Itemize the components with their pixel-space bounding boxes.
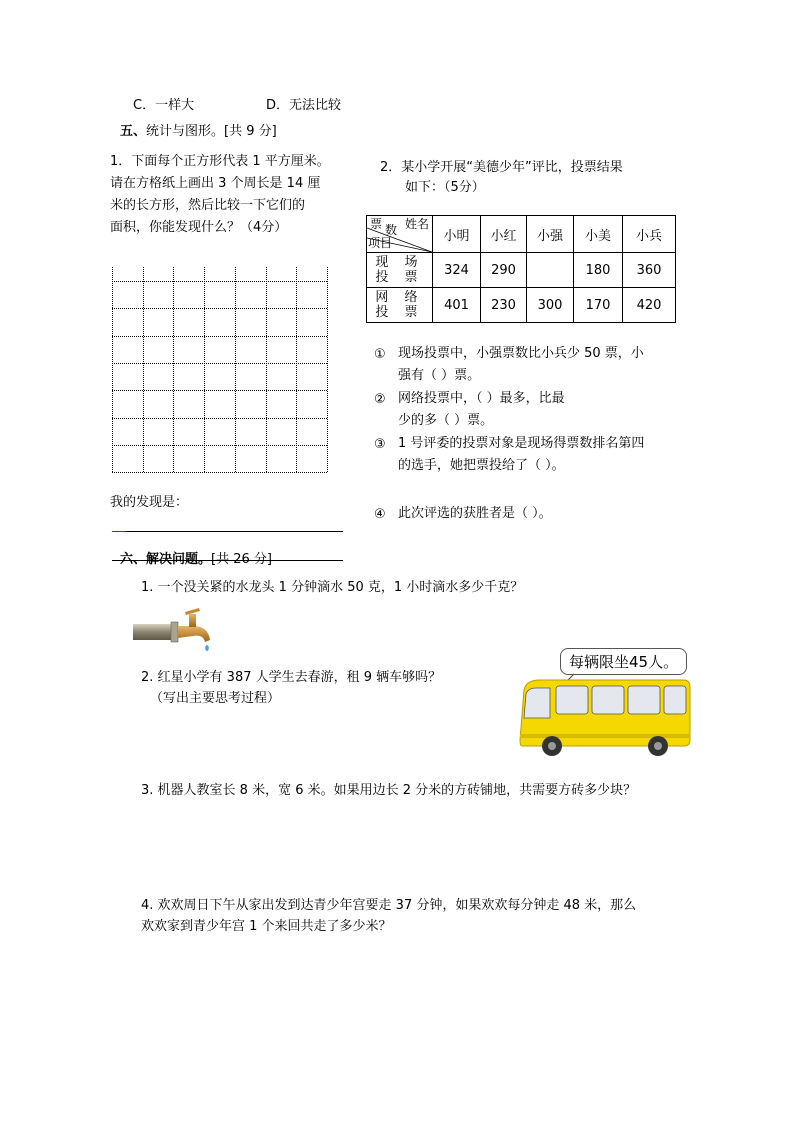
subq-marker: ③ — [374, 437, 386, 452]
section5-prefix: 五、 — [120, 124, 147, 139]
grid-vertical-line — [296, 267, 297, 472]
subq-line: 网络投票中，（ ）最多，比最 — [398, 391, 565, 406]
table-cell: 324 — [433, 253, 481, 288]
bus-window — [592, 686, 624, 714]
bus-windshield — [524, 688, 550, 718]
problem-4-line2: 欢欢家到青少年宫 1 个来回共走了多少米？ — [141, 919, 392, 934]
faucet-stem — [189, 614, 196, 627]
corner-label: 票 — [370, 217, 383, 231]
table-corner-cell — [367, 216, 433, 253]
table-cell: 290 — [481, 253, 527, 288]
grid-paper[interactable] — [112, 267, 327, 472]
subq-marker: ④ — [374, 507, 386, 522]
grid-horizontal-line — [112, 472, 327, 473]
subq-line: 的选手，她把票投给了（ ）。 — [398, 458, 565, 473]
table-row — [367, 288, 676, 323]
grid-horizontal-line — [112, 281, 327, 282]
column-header: 小兵 — [623, 216, 676, 253]
option-d: D．无法比较 — [266, 98, 342, 113]
subq-line: 现场投票中，小强票数比小兵少 50 票，小 — [398, 346, 644, 361]
q2-line: 如下：（5分） — [405, 180, 485, 195]
water-drop — [205, 645, 209, 651]
table-cell: 360 — [623, 253, 676, 288]
problem-4: 4. 欢欢周日下午从家出发到达青少年宫要走 37 分钟，如果欢欢每分钟走 48 米，那么 — [141, 898, 637, 913]
grid-vertical-line — [266, 267, 267, 472]
grid-horizontal-line — [112, 445, 327, 446]
faucet-handle — [185, 608, 200, 615]
q1-line: 面积，你能发现什么？（4分） — [110, 220, 288, 235]
bus-window — [628, 686, 660, 714]
finding-accent-mark — [112, 531, 126, 532]
pipe — [133, 624, 173, 640]
grid-horizontal-line — [112, 390, 327, 391]
section6-title-bold: 解决问题。 — [146, 552, 212, 567]
table-cell-blank[interactable] — [527, 253, 574, 288]
grid-horizontal-line — [112, 418, 327, 419]
grid-vertical-line — [327, 267, 328, 472]
column-header: 小强 — [527, 216, 574, 253]
bus-hub — [654, 742, 662, 750]
subq-line: 少的多（ ）票。 — [398, 413, 494, 428]
grid-vertical-line — [112, 267, 113, 472]
section6-title-rest: [共 26 分] — [211, 552, 272, 567]
table-cell: 180 — [574, 253, 623, 288]
problem-2-note: （写出主要思考过程） — [150, 691, 281, 706]
bus-trim — [520, 734, 690, 738]
subq-marker: ② — [374, 392, 386, 407]
grid-horizontal-line — [112, 308, 327, 309]
grid-vertical-line — [173, 267, 174, 472]
row-label-line: 网 络 — [375, 290, 424, 305]
section6-rule — [112, 560, 343, 561]
finding-label: 我的发现是： — [110, 495, 189, 510]
problem-2: 2. 红星小学有 387 人学生去春游，租 9 辆车够吗？ — [141, 670, 442, 685]
row-label — [367, 288, 433, 323]
bus-speech-bubble: 每辆限坐45人。 — [560, 648, 687, 675]
row-label-line: 投 票 — [375, 270, 424, 285]
subq-line: 此次评选的获胜者是（ ）。 — [398, 506, 552, 521]
subq-2 — [398, 388, 565, 432]
subq-line: 1 号评委的投票对象是现场得票数排名第四 — [398, 436, 645, 451]
problem-1: 1. 一个没关紧的水龙头 1 分钟滴水 50 克，1 小时滴水多少千克？ — [141, 580, 524, 595]
q1-line: 1．下面每个正方形代表 1 平方厘米。 — [110, 154, 330, 169]
grid-vertical-line — [143, 267, 144, 472]
bus-window — [556, 686, 588, 714]
subq-4 — [398, 503, 552, 525]
finding-answer-line[interactable] — [112, 531, 343, 532]
table-cell: 170 — [574, 288, 623, 323]
faucet-spout — [178, 626, 210, 642]
table-header-row — [367, 216, 676, 253]
bus-illustration — [516, 668, 696, 760]
column-header: 小美 — [574, 216, 623, 253]
faucet-illustration — [133, 604, 218, 652]
q2-line: 2．某小学开展“美德少年”评比，投票结果 — [380, 160, 623, 175]
option-c: C．一样大 — [133, 98, 195, 113]
q1-line: 米的长方形，然后比较一下它们的 — [110, 198, 306, 213]
row-label-line: 现 场 — [375, 255, 424, 270]
column-header: 小红 — [481, 216, 527, 253]
section6-prefix: 六、 — [120, 552, 147, 567]
q1-line: 请在方格纸上画出 3 个周长是 14 厘 — [110, 176, 321, 191]
table-cell: 420 — [623, 288, 676, 323]
grid-vertical-line — [235, 267, 236, 472]
grid-horizontal-line — [112, 336, 327, 337]
table-cell: 230 — [481, 288, 527, 323]
problem-3: 3. 机器人教室长 8 米，宽 6 米。如果用边长 2 分米的方砖铺地，共需要方砖多少块？ — [141, 783, 637, 798]
row-label-line: 投 票 — [375, 305, 424, 320]
column-header: 小明 — [433, 216, 481, 253]
grid-vertical-line — [204, 267, 205, 472]
grid-horizontal-line — [112, 363, 327, 364]
subq-line: 强有（ ）票。 — [398, 368, 481, 383]
subq-3 — [398, 433, 644, 477]
bus-hub — [548, 742, 556, 750]
pipe-collar — [171, 622, 178, 642]
subq-1 — [398, 343, 644, 387]
votes-table — [366, 215, 676, 323]
corner-label: 项目 — [368, 236, 393, 250]
table-cell: 401 — [433, 288, 481, 323]
row-label — [367, 253, 433, 288]
subq-marker: ① — [374, 347, 386, 362]
corner-label: 姓名 — [405, 217, 430, 231]
bus-window — [664, 686, 686, 714]
table-cell: 300 — [527, 288, 574, 323]
table-row — [367, 253, 676, 288]
corner-label: 数 — [385, 223, 398, 237]
q1-text — [110, 151, 330, 239]
section5-title: 统计与图形。[共 9 分] — [146, 124, 277, 139]
section5-heading — [120, 123, 277, 140]
